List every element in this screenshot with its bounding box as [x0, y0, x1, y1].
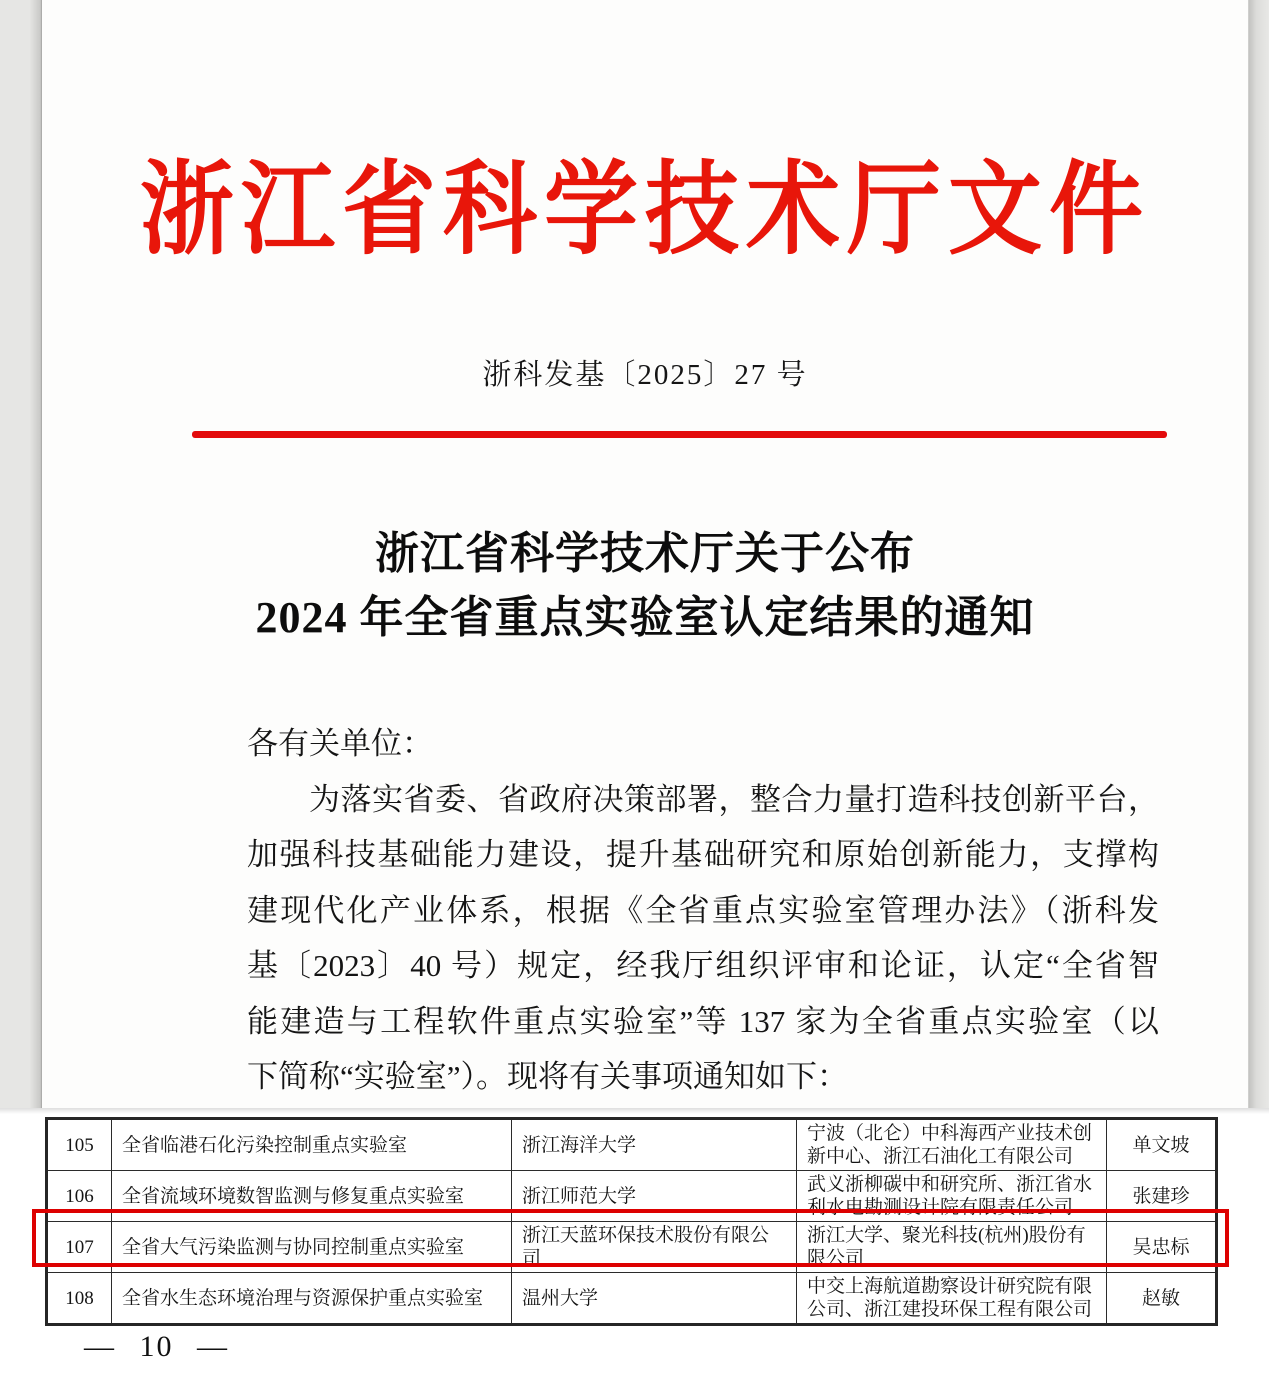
scan-margin-right: [1248, 0, 1269, 1108]
partner-institutions: 浙江大学、聚光科技(杭州)股份有限公司: [797, 1222, 1107, 1273]
page-number: — 10 —: [84, 1330, 229, 1363]
body-line: 下简称“实验室”）。现将有关事项通知如下：: [247, 1059, 849, 1094]
row-number: 107: [47, 1222, 112, 1273]
table-section: [0, 1108, 1269, 1386]
director-name: 单文坡: [1107, 1119, 1217, 1171]
lab-name: 全省流域环境数智监测与修复重点实验室: [112, 1171, 512, 1222]
table-row-108: [47, 1273, 1217, 1325]
host-institution: 温州大学: [512, 1273, 797, 1325]
director-name: 吴忠标: [1107, 1222, 1217, 1273]
row-number: 105: [47, 1119, 112, 1171]
body-line: 建现代化产业体系，根据《全省重点实验室管理办法》（浙科发: [247, 892, 1159, 928]
notice-title: [42, 522, 1248, 650]
highlight-box-row-107: [32, 1209, 1229, 1267]
host-institution: 浙江海洋大学: [512, 1119, 797, 1171]
row-number: 106: [47, 1171, 112, 1222]
host-institution: 浙江师范大学: [512, 1171, 797, 1222]
scan-margin-left: [0, 0, 42, 1108]
host-institution: 浙江天蓝环保技术股份有限公司: [512, 1222, 797, 1273]
doc-number: 浙科发基〔2025〕27 号: [482, 359, 808, 391]
lab-name: 全省大气污染监测与协同控制重点实验室: [112, 1222, 512, 1273]
body-text: [247, 716, 1159, 1105]
director-name: 赵敏: [1107, 1273, 1217, 1325]
letterhead-divider: [192, 431, 1167, 438]
table-row-105: [47, 1119, 1217, 1171]
row-number: 108: [47, 1273, 112, 1325]
partner-institutions: 宁波（北仑）中科海西产业技术创新中心、浙江石油化工有限公司: [797, 1119, 1107, 1171]
partner-institutions: 中交上海航道勘察设计研究院有限公司、浙江建投环保工程有限公司: [797, 1273, 1107, 1325]
body-line: 基〔2023〕40 号）规定，经我厅组织评审和论证，认定“全省智: [247, 948, 1159, 983]
salutation: 各有关单位：: [247, 726, 433, 761]
notice-title-line1: 浙江省科学技术厅关于公布: [375, 529, 915, 578]
body-line: 为落实省委、省政府决策部署，整合力量打造科技创新平台，: [309, 781, 1159, 817]
lab-name: 全省水生态环境治理与资源保护重点实验室: [112, 1273, 512, 1325]
lab-name: 全省临港石化污染控制重点实验室: [112, 1119, 512, 1171]
partner-institutions: 武义浙柳碳中和研究所、浙江省水利水电勘测设计院有限责任公司: [797, 1171, 1107, 1222]
director-name: 张建珍: [1107, 1171, 1217, 1222]
letterhead-title: 浙江省科学技术厅文件: [139, 155, 1150, 268]
document-page: [42, 0, 1249, 1108]
body-line: 加强科技基础能力建设，提升基础研究和原始创新能力，支撑构: [247, 837, 1159, 872]
notice-title-line2: 2024 年全省重点实验室认定结果的通知: [255, 593, 1035, 642]
body-line: 能建造与工程软件重点实验室”等 137 家为全省重点实验室（以: [247, 1003, 1159, 1039]
